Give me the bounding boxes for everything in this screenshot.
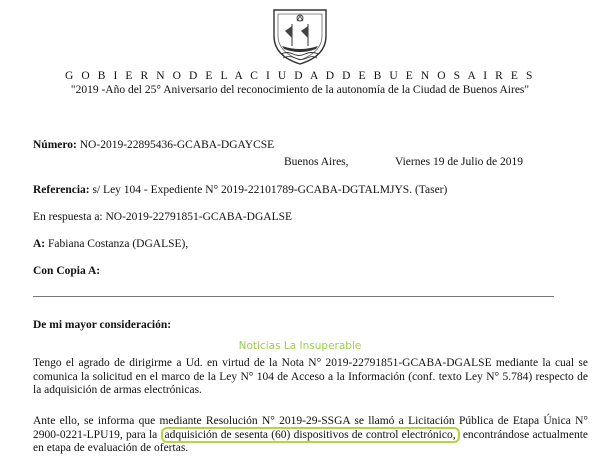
government-name: G O B I E R N O D E L A C I U D A D D E B U E N O S A I R E S <box>65 70 535 82</box>
addressee-value: Fabiana Costanza (DGALSE), <box>48 238 189 250</box>
respuesta-line: En respuesta a: NO-2019-22791851-GCABA-DGALSE <box>33 211 293 223</box>
paragraph-2-before: Ante ello, se informa que mediante Resolución N° 2019-29-SSGA se llamó a Licitación Pública de Etapa Única N° 2900-0221-LPU19, para la <box>33 415 588 441</box>
numero-value: NO-2019-22895436-GCABA-DGAYCSE <box>79 139 275 151</box>
addressee-label: A: <box>33 238 46 250</box>
document-date: Viernes 19 de Julio de 2019 <box>395 156 524 168</box>
paragraph-1: Tengo el agrado de dirigirme a Ud. en virtud de la Nota N° 2019-22791851-GCABA-DGALSE mediante la cual se comunica la solicitud en el marco de la Ley N° 104 de Acceso a la Información (conf. texto Ley N° 5.784) respecto de la adquisición de armas electrónicas. <box>33 357 588 396</box>
salutation: De mi mayor consideración: <box>33 319 172 331</box>
place: Buenos Aires, <box>284 156 349 168</box>
watermark: Noticias La Insuperable <box>238 340 362 352</box>
addressee-line <box>33 238 188 250</box>
year-motto: "2019 -Año del 25° Aniversario del reconocimiento de la autonomía de la Ciudad de Buenos Aires" <box>70 84 530 96</box>
paragraph-2 <box>33 415 588 456</box>
paragraph-2-after: encontrándose actualmente en etapa de evaluación de ofertas. <box>33 428 588 454</box>
copia-label: Con Copia A: <box>33 265 101 277</box>
separator-rule <box>33 296 554 297</box>
highlighted-phrase: adquisición de sesenta (60) dispositivos de control electrónico, <box>161 427 460 443</box>
city-coat-of-arms-icon <box>268 4 332 66</box>
numero-label: Número: <box>33 139 77 151</box>
referencia-value: s/ Ley 104 - Expediente N° 2019-22101789-GCABA-DGTALMJYS. (Taser) <box>92 184 448 196</box>
page-crop-edge <box>0 456 600 463</box>
numero-line <box>33 139 274 151</box>
referencia-label: Referencia: <box>33 184 90 196</box>
referencia-line <box>33 184 447 196</box>
